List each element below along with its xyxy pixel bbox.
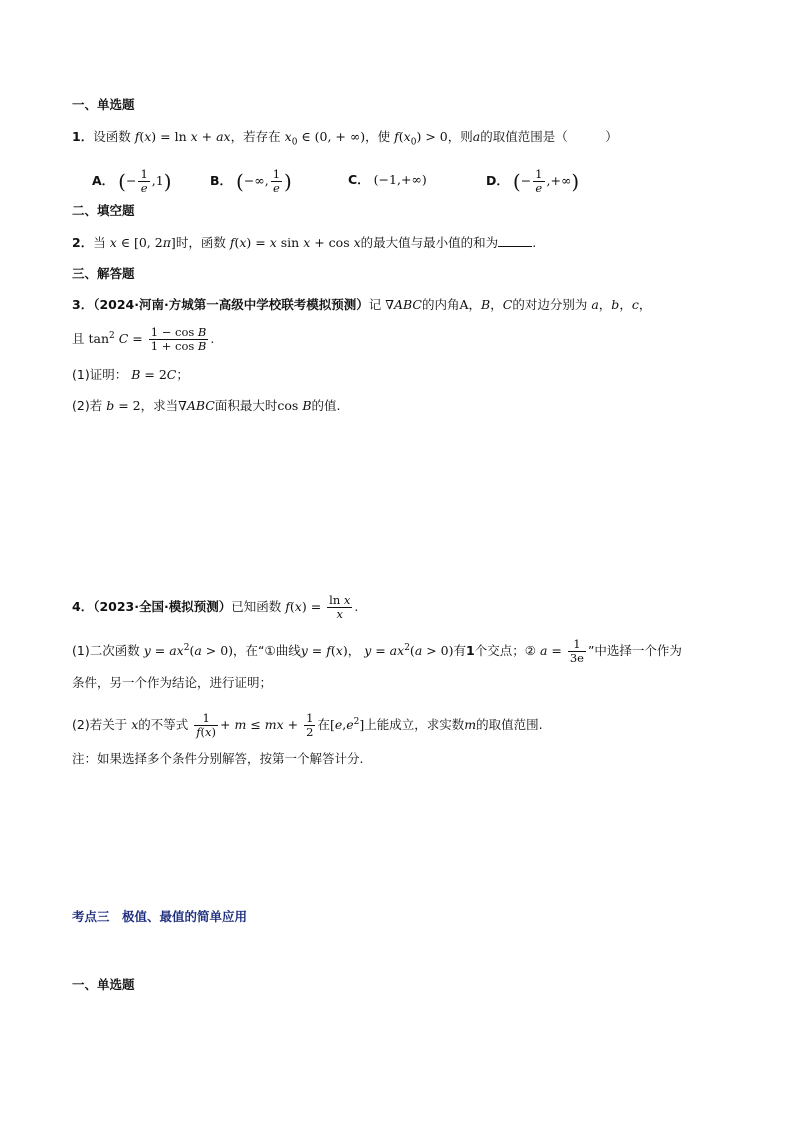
option-b: B． (−∞, $\frac{1}{e}$ ) <box>210 167 292 195</box>
question-4: 4．（2023·全国·模拟预测）已知函数 f(x) = $\frac{\text{ln x}}{x}$ . <box>72 593 359 621</box>
q3-text: 若 <box>89 398 103 413</box>
q4-text: 已知函数 <box>231 599 282 614</box>
part-label: (2) <box>72 717 90 732</box>
option-label: C． <box>348 172 370 187</box>
part-label: (1) <box>72 367 90 382</box>
option-label: D． <box>486 173 509 188</box>
option-label: A． <box>92 173 115 188</box>
q1-text: ，则 <box>447 129 473 144</box>
q4-text: 若关于 <box>89 717 128 732</box>
q3-text: 面积最大时 <box>214 398 278 413</box>
q1-text: 设函数 <box>93 129 131 144</box>
topic-heading: 考点三 极值、最值的简单应用 <box>72 909 248 924</box>
question-number: 3． <box>72 297 94 312</box>
question-4-part-2: (2)若关于 x的不等式 $\frac{1}{f(x)}$ + m ≤ mx + $\frac{1}{2}$ 在$[e,e^2]$上能成立，求实数m的取值范围. <box>72 711 543 739</box>
question-number: 4． <box>72 599 94 614</box>
q4-text: 个交点；② <box>474 643 536 658</box>
q3-text: 的内角 <box>422 297 460 312</box>
question-source: （2024·河南·方城第一高级中学校联考模拟预测） <box>93 297 369 312</box>
question-number: 1． <box>72 129 94 144</box>
q4-text: ，在“①曲线 <box>233 643 301 658</box>
question-4-part-1-line-2: 条件，另一个作为结论，进行证明； <box>72 675 273 690</box>
question-4-part-1: (1)二次函数 $y = ax^2(a > 0)$，在“①曲线y = f(x)， $y = ax^2(a > 0)$有1个交点；② a = $\frac{1}{3e}$ ”中选择一个作为 <box>72 637 682 665</box>
q3-text: 且 <box>72 331 85 346</box>
q1-text: ，使 <box>365 129 391 144</box>
q3-text: 的对边分别为 <box>512 297 588 312</box>
section-heading-single-choice: 一、单选题 <box>72 97 135 112</box>
option-d: D． (− $\frac{1}{e}$ ,+∞) <box>486 167 580 195</box>
question-3-part-2: (2)若 b = 2，求当∇ABC面积最大时cos B的值. <box>72 398 341 413</box>
formula: f <box>134 129 140 144</box>
section-heading-answer: 三、解答题 <box>72 266 135 281</box>
q4-text: 二次函数 <box>89 643 140 658</box>
question-4-note: 注：如果选择多个条件分别解答，按第一个解答计分. <box>72 751 364 766</box>
part-label: (1) <box>72 643 90 658</box>
section-heading-single-choice-2: 一、单选题 <box>72 977 135 992</box>
q4-text: 上能成立，求实数 <box>364 717 465 732</box>
question-3-condition: 且 $\tan^2 C$ = $\frac{\text{1 − cos B}}{\text{1 + cos B}}$ . <box>72 325 215 353</box>
option-c: C． (−1,+∞) <box>348 172 427 187</box>
option-label: B． <box>210 173 233 188</box>
question-1: 1．设函数 f(x) = ln x + ax，若存在 $x_0$ ∈ (0, + ∞)，使 $f(x_0) > 0$，则a的取值范围是（ ） <box>72 129 618 148</box>
question-2: 2．当 x ∈ [0, 2π]时，函数 f(x) = x sin x + cos x的最大值与最小值的和为 . <box>72 235 537 250</box>
q1-text: ，若存在 <box>230 129 281 144</box>
question-source: （2023·全国·模拟预测） <box>93 599 232 614</box>
q2-text: 的最大值与最小值的和为 <box>360 235 499 250</box>
q3-text: ，求当 <box>140 398 179 413</box>
q4-text: 在 <box>317 717 330 732</box>
q4-text: 有 <box>453 643 467 658</box>
part-label: (2) <box>72 398 90 413</box>
q2-text: . <box>532 235 537 250</box>
question-3-part-1: (1)证明： B = 2C； <box>72 367 189 382</box>
q3-text: 记 <box>368 297 382 312</box>
q2-text: 当 <box>93 235 106 250</box>
answer-blank[interactable] <box>498 234 532 247</box>
question-3: 3．（2024·河南·方城第一高级中学校联考模拟预测）记 ∇ABC的内角A，B，C的对边分别为 a，b，c， <box>72 297 652 312</box>
question-number: 2． <box>72 235 94 250</box>
q4-text: 的取值范围. <box>476 717 543 732</box>
q3-text: 证明： <box>89 367 128 382</box>
q3-text: 的值. <box>311 398 341 413</box>
q4-text: 的不等式 <box>138 717 189 732</box>
q4-text: 1 <box>466 643 475 658</box>
q1-text: 的取值范围是（ ） <box>480 129 618 144</box>
section-heading-fill-blank: 二、填空题 <box>72 203 135 218</box>
q2-text: 时，函数 <box>175 235 226 250</box>
q4-text: ”中选择一个作为 <box>587 643 682 658</box>
option-a: A． (− $\frac{1}{e}$ ,1) <box>92 167 172 195</box>
